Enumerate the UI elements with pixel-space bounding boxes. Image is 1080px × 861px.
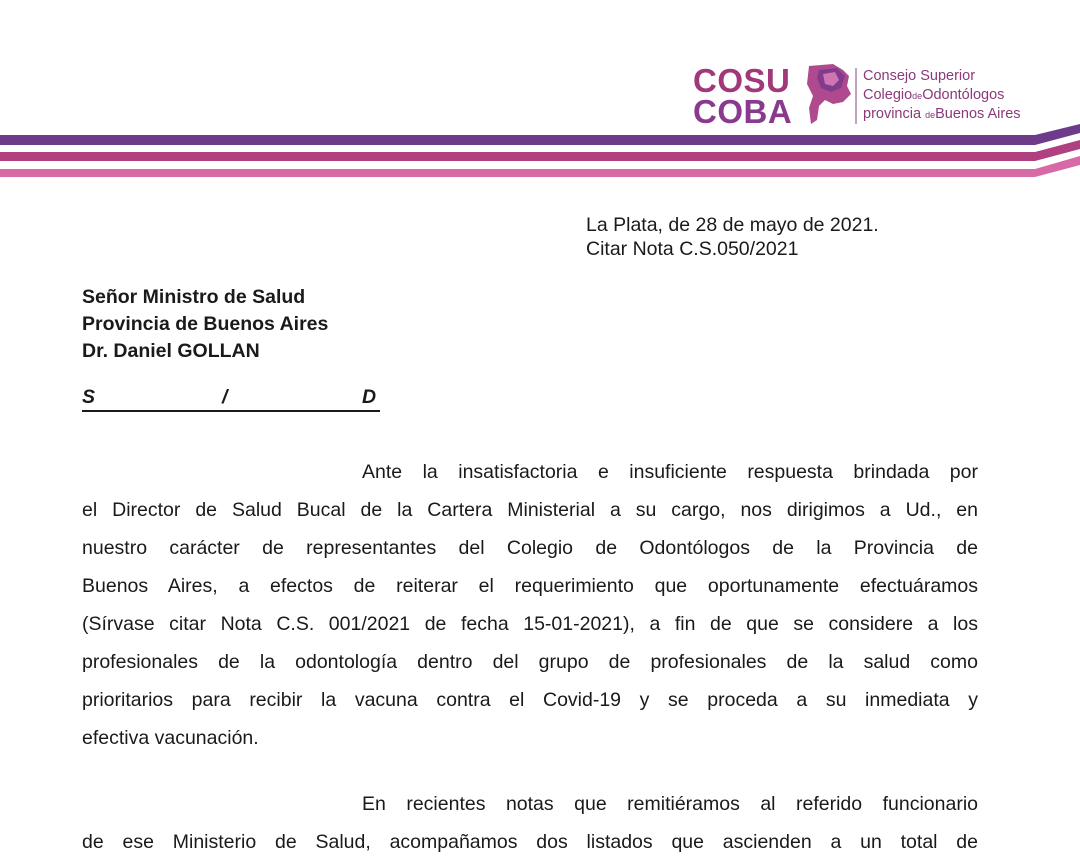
logo-subtitle-line-3: provincia deBuenos Aires bbox=[863, 106, 1021, 122]
recipient-name: Dr. Daniel GOLLAN bbox=[82, 340, 260, 362]
header-stripes bbox=[0, 120, 1080, 190]
paragraph-line: Buenos Aires, a efectos de reiterar el requerimiento que oportunamente efectuáramos bbox=[82, 575, 978, 597]
salutation-s: S bbox=[82, 386, 96, 408]
logo-subtitle-line-1: Consejo Superior bbox=[863, 68, 976, 84]
recipient-province: Provincia de Buenos Aires bbox=[82, 313, 329, 335]
recipient-title: Señor Ministro de Salud bbox=[82, 286, 306, 308]
logo-subtitle-line-2: ColegiodeOdontólogos bbox=[863, 87, 1005, 103]
paragraph-line: nuestro carácter de representantes del Colegio de Odontólogos de la Provincia de bbox=[82, 537, 978, 559]
paragraph-line: el Director de Salud Bucal de la Cartera Ministerial a su cargo, nos dirigimos a Ud., en bbox=[82, 499, 978, 521]
logo-word-coba: COBA bbox=[693, 93, 793, 130]
paragraph-line: de ese Ministerio de Salud, acompañamos dos listados que ascienden a un total de bbox=[82, 831, 978, 853]
salutation-s-d bbox=[82, 384, 380, 412]
province-map-icon bbox=[803, 62, 853, 126]
logo-word-cosu: COSU bbox=[693, 62, 791, 99]
cosucoba-logo bbox=[693, 62, 1043, 128]
paragraph-line: (Sírvase citar Nota C.S. 001/2021 de fecha 15-01-2021), a fin de que se considere a los bbox=[82, 613, 978, 635]
salutation-d: D bbox=[362, 386, 377, 408]
paragraph-line: Ante la insatisfactoria e insuficiente respuesta brindada por bbox=[362, 461, 978, 483]
letter-date: La Plata, de 28 de mayo de 2021. bbox=[586, 214, 879, 236]
letterhead bbox=[0, 0, 1080, 200]
salutation-slash: / bbox=[222, 386, 228, 408]
paragraph-1 bbox=[82, 453, 978, 757]
paragraph-line: En recientes notas que remitiéramos al referido funcionario bbox=[362, 793, 978, 815]
paragraph-2 bbox=[82, 785, 978, 861]
logo-divider bbox=[855, 68, 857, 124]
note-reference: Citar Nota C.S.050/2021 bbox=[586, 238, 799, 260]
paragraph-line: prioritarios para recibir la vacuna contra el Covid-19 y se proceda a su inmediata y bbox=[82, 689, 978, 711]
paragraph-line: efectiva vacunación. bbox=[82, 727, 259, 749]
paragraph-line: profesionales de la odontología dentro del grupo de profesionales de la salud como bbox=[82, 651, 978, 673]
